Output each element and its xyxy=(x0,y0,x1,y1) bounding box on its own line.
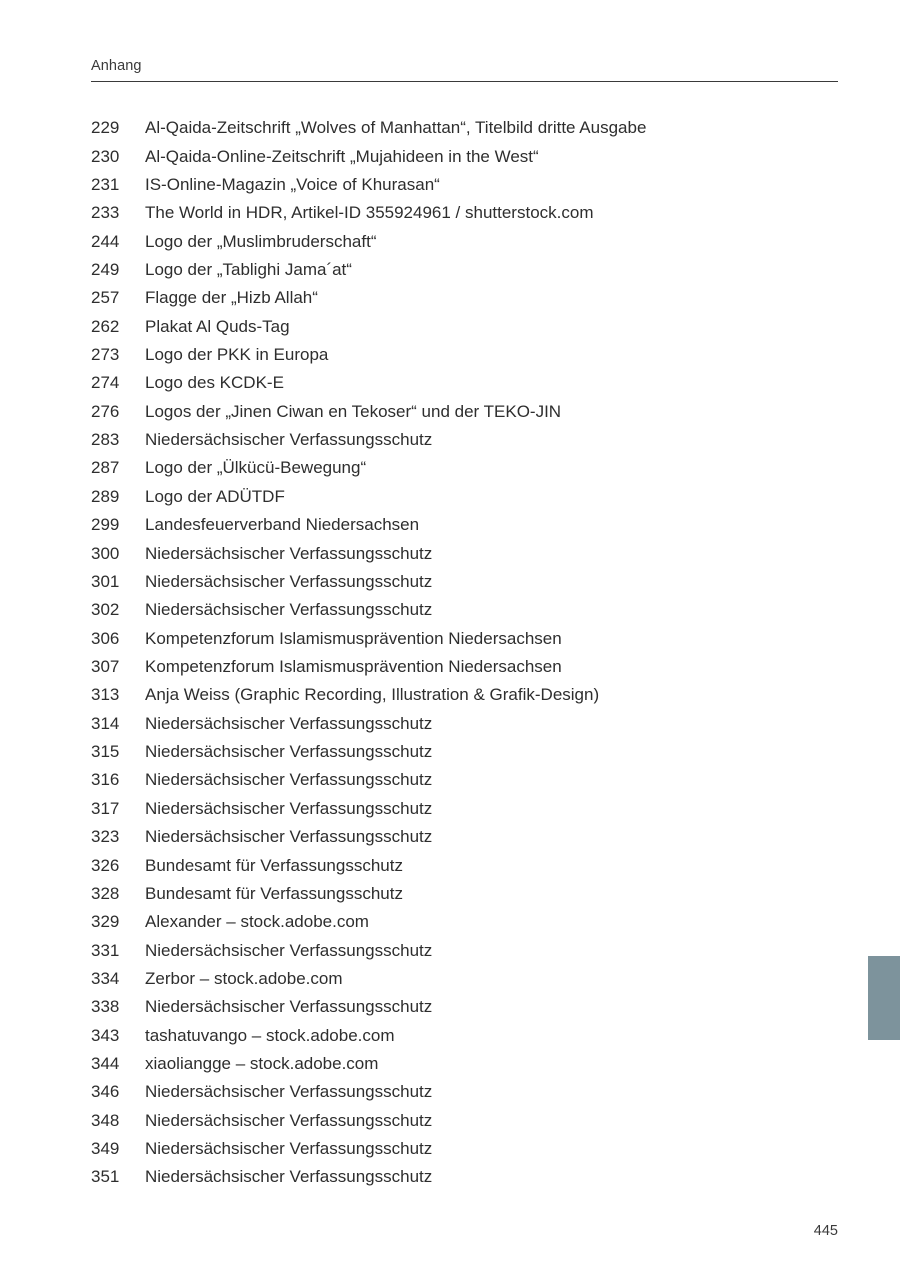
credit-page-number: 273 xyxy=(91,345,120,365)
credit-source: Logo der „Muslimbruderschaft“ xyxy=(145,231,377,251)
credit-source: Niedersächsischer Verfassungsschutz xyxy=(145,997,433,1017)
credit-page-number: 262 xyxy=(91,316,120,336)
credit-row xyxy=(91,284,646,312)
credit-row xyxy=(91,710,646,738)
credit-row xyxy=(91,1022,646,1050)
credit-source: Niedersächsischer Verfassungsschutz xyxy=(145,770,433,790)
credit-row xyxy=(91,1135,646,1163)
credit-source: Niedersächsischer Verfassungsschutz xyxy=(145,571,433,591)
credit-source: Alexander – stock.adobe.com xyxy=(145,912,369,932)
credit-source: Anja Weiss (Graphic Recording, Illustration & Grafik-Design) xyxy=(145,685,600,705)
credit-source: Niedersächsischer Verfassungsschutz xyxy=(145,543,433,563)
credit-source: Niedersächsischer Verfassungsschutz xyxy=(145,713,433,733)
credit-row xyxy=(91,142,646,170)
credit-source: Niedersächsischer Verfassungsschutz xyxy=(145,430,433,450)
credit-page-number: 343 xyxy=(91,1025,120,1045)
credit-page-number: 249 xyxy=(91,259,120,279)
credit-page-number: 287 xyxy=(91,458,120,478)
credit-page-number: 338 xyxy=(91,997,120,1017)
credit-page-number: 313 xyxy=(91,685,120,705)
credit-source: Zerbor – stock.adobe.com xyxy=(145,968,343,988)
credit-row xyxy=(91,454,646,482)
section-thumb-tab xyxy=(868,956,900,1040)
credit-source: Bundesamt für Verfassungsschutz xyxy=(145,883,403,903)
credit-row xyxy=(91,171,646,199)
credit-page-number: 229 xyxy=(91,118,120,138)
credit-page-number: 230 xyxy=(91,146,120,166)
credit-page-number: 231 xyxy=(91,174,120,194)
credit-row xyxy=(91,653,646,681)
credit-source: Niedersächsischer Verfassungsschutz xyxy=(145,742,433,762)
credit-row xyxy=(91,511,646,539)
credit-page-number: 233 xyxy=(91,203,120,223)
credit-page-number: 349 xyxy=(91,1139,120,1159)
credit-row xyxy=(91,199,646,227)
credit-row xyxy=(91,681,646,709)
credit-source: Logo der „Ülkücü-Bewegung“ xyxy=(145,458,367,478)
credit-page-number: 274 xyxy=(91,373,120,393)
credit-row xyxy=(91,256,646,284)
credit-source: xiaoliangge – stock.adobe.com xyxy=(145,1054,379,1074)
credit-row xyxy=(91,426,646,454)
credit-page-number: 326 xyxy=(91,855,120,875)
credit-source: Plakat Al Quds-Tag xyxy=(145,316,290,336)
credit-page-number: 299 xyxy=(91,515,120,535)
credit-row xyxy=(91,596,646,624)
credit-page-number: 283 xyxy=(91,430,120,450)
running-header: Anhang xyxy=(91,58,142,74)
credit-page-number: 302 xyxy=(91,600,120,620)
header-rule xyxy=(91,81,838,82)
credit-page-number: 344 xyxy=(91,1054,120,1074)
credit-source: Logo des KCDK-E xyxy=(145,373,284,393)
credit-row xyxy=(91,993,646,1021)
credit-row xyxy=(91,766,646,794)
credit-source: IS-Online-Magazin „Voice of Khurasan“ xyxy=(145,174,440,194)
credit-source: Niedersächsischer Verfassungsschutz xyxy=(145,1139,433,1159)
credit-row xyxy=(91,1078,646,1106)
credit-source: Niedersächsischer Verfassungsschutz xyxy=(145,600,433,620)
credit-page-number: 315 xyxy=(91,742,120,762)
credit-page-number: 244 xyxy=(91,231,120,251)
credit-source: Flagge der „Hizb Allah“ xyxy=(145,288,318,308)
credit-page-number: 351 xyxy=(91,1167,120,1187)
image-credits-list xyxy=(91,114,646,1192)
credit-page-number: 314 xyxy=(91,713,120,733)
credit-row xyxy=(91,369,646,397)
credit-page-number: 257 xyxy=(91,288,120,308)
credit-source: tashatuvango – stock.adobe.com xyxy=(145,1025,395,1045)
credit-row xyxy=(91,313,646,341)
credit-page-number: 348 xyxy=(91,1110,120,1130)
credit-page-number: 300 xyxy=(91,543,120,563)
credit-source: Logo der „Tablighi Jama´at“ xyxy=(145,259,352,279)
credit-source: Niedersächsischer Verfassungsschutz xyxy=(145,1110,433,1130)
credit-source: Niedersächsischer Verfassungsschutz xyxy=(145,798,433,818)
credit-row xyxy=(91,1050,646,1078)
credit-row xyxy=(91,965,646,993)
credit-row xyxy=(91,851,646,879)
credit-source: Al-Qaida-Zeitschrift „Wolves of Manhattan“, Titelbild dritte Ausgabe xyxy=(145,118,647,138)
credit-row xyxy=(91,936,646,964)
credit-page-number: 329 xyxy=(91,912,120,932)
credit-page-number: 276 xyxy=(91,401,120,421)
credit-page-number: 306 xyxy=(91,628,120,648)
credit-page-number: 331 xyxy=(91,940,120,960)
credit-source: Al-Qaida-Online-Zeitschrift „Mujahideen in the West“ xyxy=(145,146,539,166)
credit-page-number: 334 xyxy=(91,968,120,988)
credit-source: Kompetenzforum Islamismusprävention Niedersachsen xyxy=(145,628,562,648)
credit-row xyxy=(91,624,646,652)
credit-row xyxy=(91,539,646,567)
credit-source: Kompetenzforum Islamismusprävention Niedersachsen xyxy=(145,657,562,676)
credit-page-number: 301 xyxy=(91,571,120,591)
credit-page-number: 289 xyxy=(91,486,120,506)
credit-page-number: 316 xyxy=(91,770,120,790)
credit-source: Bundesamt für Verfassungsschutz xyxy=(145,855,403,875)
credit-source: Logos der „Jinen Ciwan en Tekoser“ und der TEKO-JIN xyxy=(145,401,562,421)
credit-page-number: 323 xyxy=(91,827,120,847)
credit-row xyxy=(91,483,646,511)
credit-row xyxy=(91,398,646,426)
credit-row xyxy=(91,908,646,936)
credit-row xyxy=(91,341,646,369)
credit-source: Niedersächsischer Verfassungsschutz xyxy=(145,940,433,960)
credit-page-number: 307 xyxy=(91,657,120,676)
credit-source: The World in HDR, Artikel-ID 355924961 / shutterstock.com xyxy=(145,203,594,223)
credit-row xyxy=(91,880,646,908)
credit-source: Logo der ADÜTDF xyxy=(145,486,285,506)
page-number: 445 xyxy=(813,1223,838,1239)
credit-source: Niedersächsischer Verfassungsschutz xyxy=(145,1082,433,1102)
credit-page-number: 317 xyxy=(91,798,120,818)
credit-source: Logo der PKK in Europa xyxy=(145,345,329,365)
credit-row xyxy=(91,568,646,596)
credit-row xyxy=(91,795,646,823)
credit-source: Niedersächsischer Verfassungsschutz xyxy=(145,827,433,847)
credit-row xyxy=(91,227,646,255)
credit-row xyxy=(91,1107,646,1135)
credit-source: Landesfeuerverband Niedersachsen xyxy=(145,515,420,535)
credit-page-number: 346 xyxy=(91,1082,120,1102)
credit-source: Niedersächsischer Verfassungsschutz xyxy=(145,1167,433,1187)
credit-row xyxy=(91,114,646,142)
credit-page-number: 328 xyxy=(91,883,120,903)
credit-row xyxy=(91,738,646,766)
credit-row xyxy=(91,1163,646,1191)
credit-row xyxy=(91,823,646,851)
